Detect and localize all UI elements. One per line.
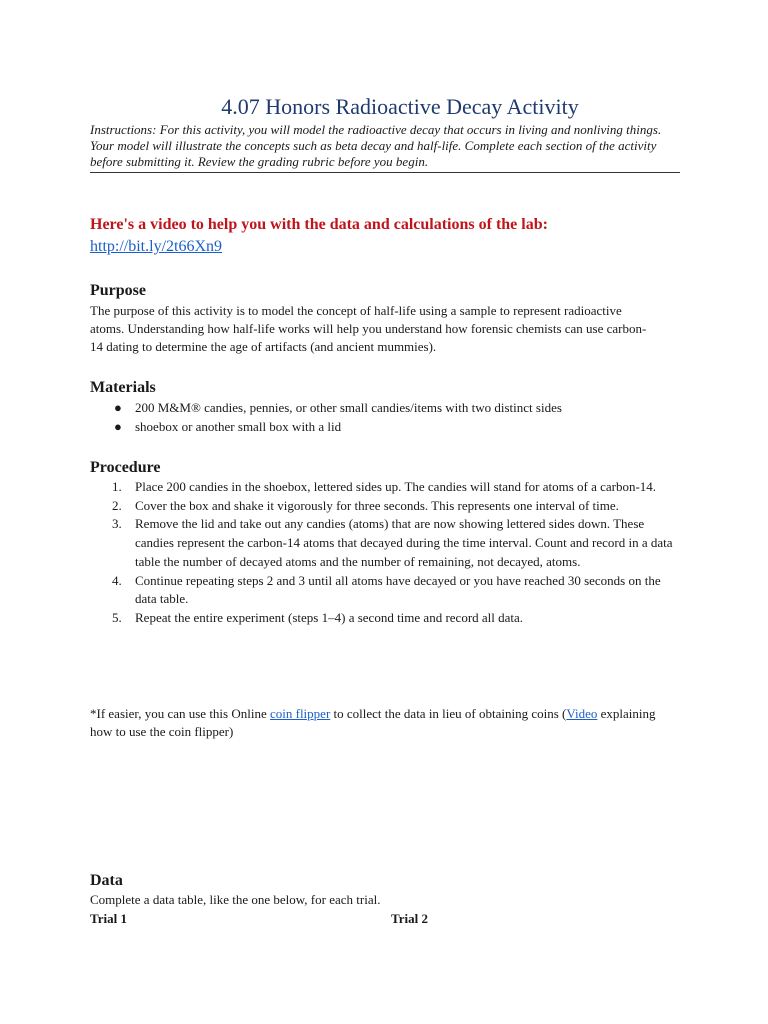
data-text: Complete a data table, like the one below, for each trial. <box>90 892 381 907</box>
coin-flipper-note: *If easier, you can use this Online coin flipper to collect the data in lieu of obtaining coins (Video explaining how to use the coin flipper) <box>90 706 656 739</box>
procedure-list <box>90 478 690 628</box>
page-title: 4.07 Honors Radioactive Decay Activity <box>221 94 579 119</box>
purpose-heading: Purpose <box>90 282 146 299</box>
list-item: 5. Repeat the entire experiment (steps 1–4) a second time and record all data. <box>112 609 524 625</box>
materials-list <box>90 398 562 436</box>
coin-flipper-link[interactable]: coin flipper <box>269 706 331 721</box>
trial-1-label: Trial 1 <box>90 911 127 926</box>
instructions-text: Instructions: For this activity, you will model the radioactive decay that occurs in living and nonliving things. Your model will illustrate the concepts such as beta decay and half-life. Complete each section of the activity before submitting it. Review the grading rubric before you begin. <box>90 122 680 173</box>
materials-heading: Materials <box>90 379 156 396</box>
list-item: 1. Place 200 candies in the shoebox, lettered sides up. The candies will stand for atoms of a carbon-14. <box>112 479 657 494</box>
list-item: 2. Cover the box and shake it vigorously for three seconds. This represents one interval of time. <box>112 497 619 513</box>
trial-2-label: Trial 2 <box>391 911 428 926</box>
list-item: ● shoebox or another small box with a lid <box>114 419 342 434</box>
data-heading: Data <box>90 872 123 889</box>
list-item: ● 200 M&M® candies, pennies, or other small candies/items with two distinct sides <box>114 400 562 415</box>
video-heading: Here's a video to help you with the data and calculations of the lab: <box>90 216 548 233</box>
list-item: 4. Continue repeating steps 2 and 3 until all atoms have decayed or you have reached 30 seconds on the data table. <box>112 572 661 607</box>
list-item: 3. Remove the lid and take out any candies (atoms) that are now showing lettered sides down. These candies represent the carbon-14 atoms that decayed during the time interval. Count and record in a data table the number of decayed atoms and the number of remaining, not decayed, atoms. <box>112 516 673 569</box>
video-link[interactable]: http://bit.ly/2t66Xn9 <box>90 238 223 255</box>
procedure-heading: Procedure <box>90 459 161 476</box>
purpose-text: The purpose of this activity is to model the concept of half-life using a sample to represent radioactive atoms. Understanding how half-life works will help you understand how forensic chemists can use carbon-14 dating to determine the age of artifacts (and ancient mummies). <box>90 303 647 354</box>
video-explanation-link[interactable]: Video <box>566 706 598 721</box>
